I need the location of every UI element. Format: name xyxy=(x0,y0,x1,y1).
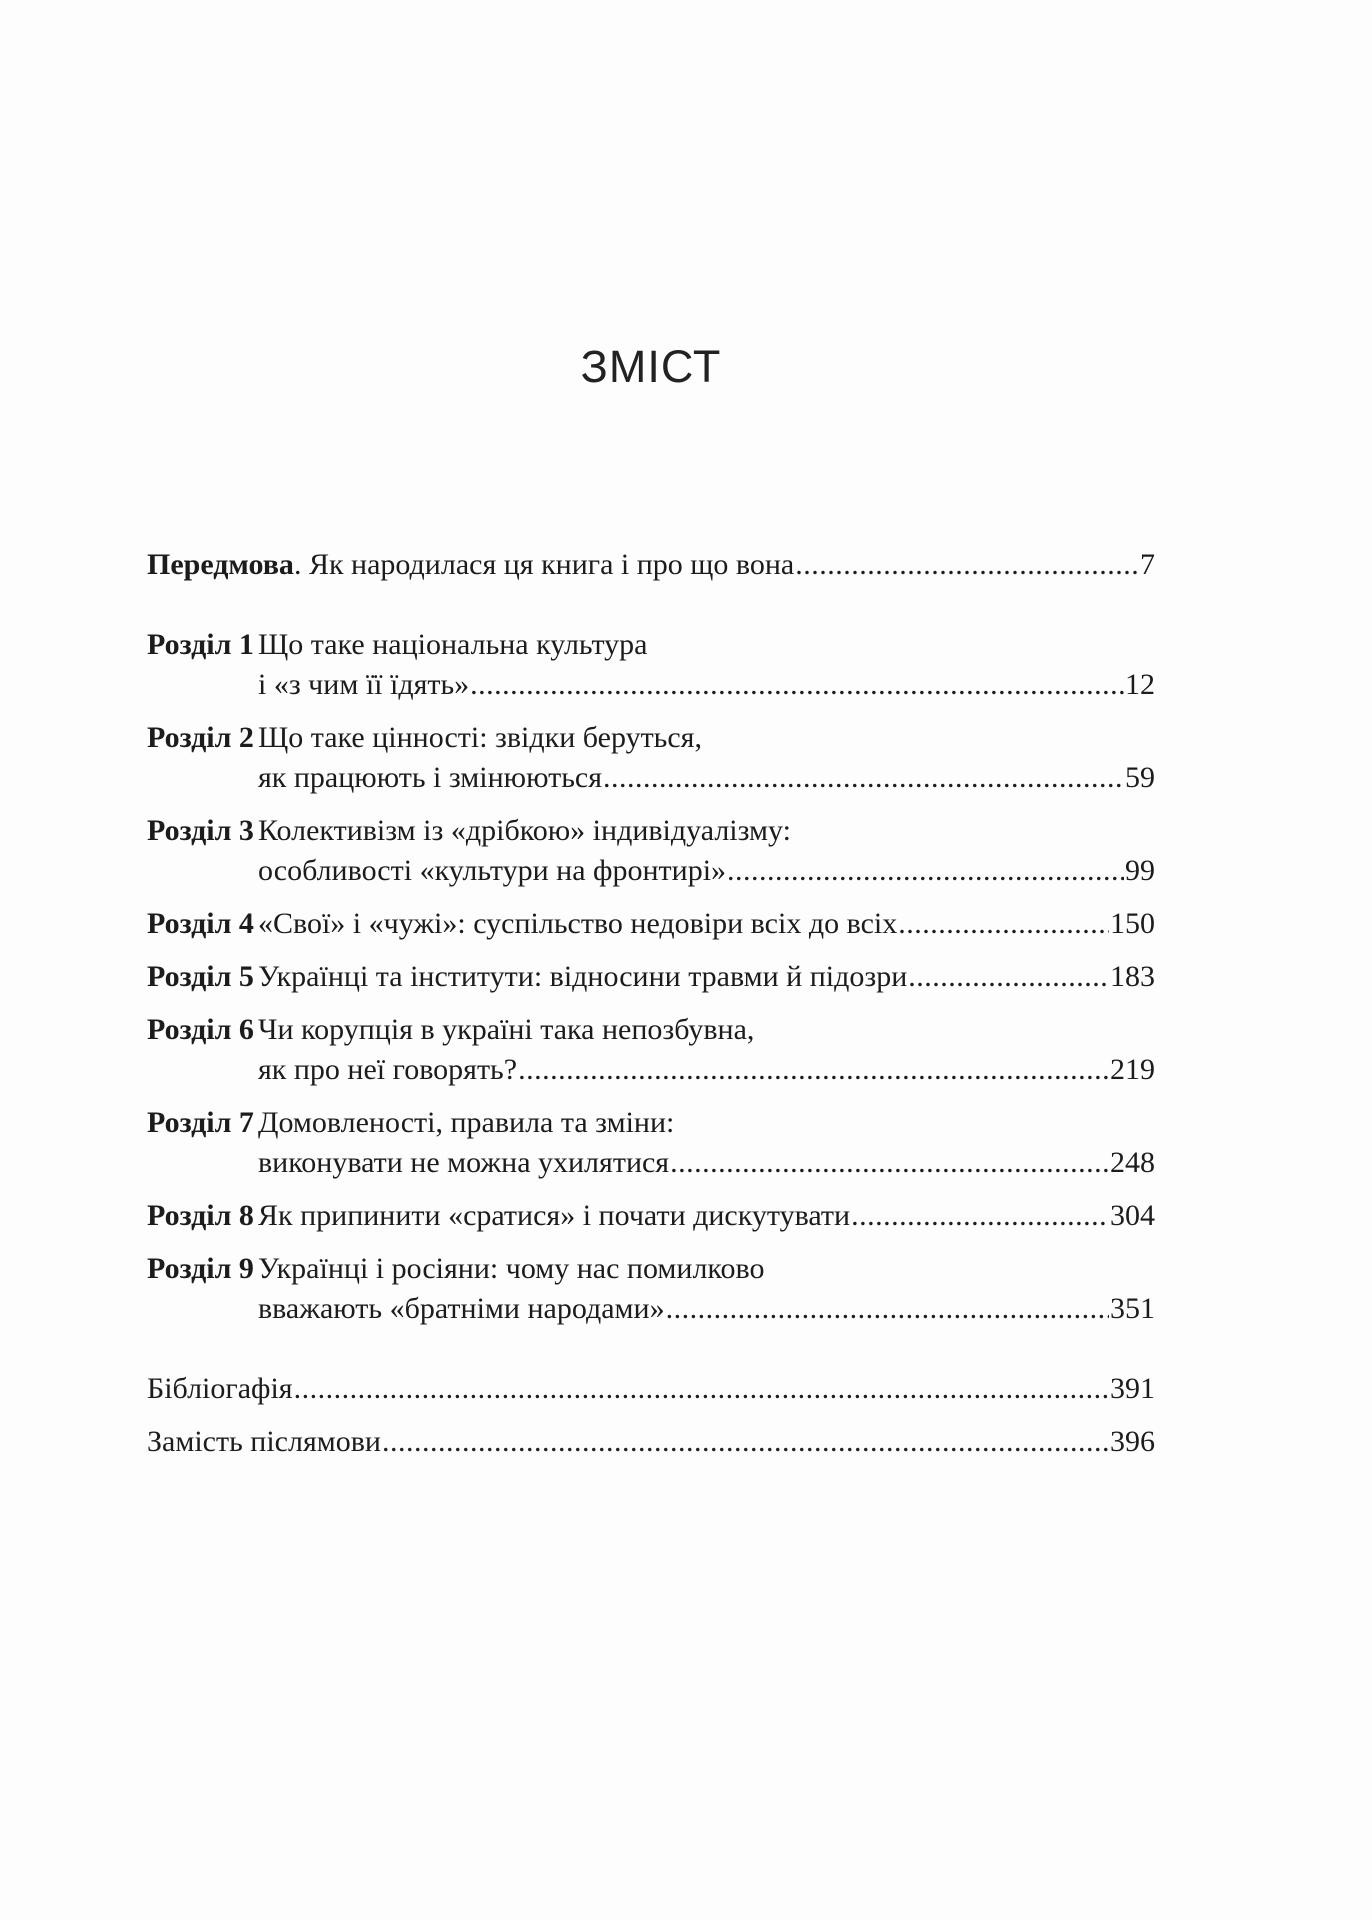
toc-row xyxy=(258,957,1155,997)
toc-row xyxy=(147,545,1155,585)
page-number: 304 xyxy=(1110,1199,1155,1232)
chapter-label: Розділ 3 xyxy=(147,814,254,847)
toc-row xyxy=(258,1050,1155,1090)
page-number: 12 xyxy=(1125,668,1155,701)
toc-entry-chapter-9 xyxy=(147,1249,1155,1329)
dot-leader xyxy=(294,1369,1109,1409)
chapter-title-line-1: Що таке національна культура xyxy=(258,628,648,661)
chapter-label: Розділ 2 xyxy=(147,721,254,754)
toc-entry-chapter-3 xyxy=(147,811,1155,891)
chapter-title-line-2: як працюють і змінюються xyxy=(258,761,602,794)
toc-entry-chapter-5 xyxy=(147,957,1155,997)
page-number: 219 xyxy=(1110,1053,1155,1086)
chapter-content xyxy=(258,1010,1155,1090)
page-number: 99 xyxy=(1125,854,1155,887)
chapter-label: Розділ 7 xyxy=(147,1106,254,1139)
chapter-title-line-1: Як припинити «сратися» і почати дискутувати xyxy=(258,1199,851,1232)
page-number: 7 xyxy=(1140,548,1155,581)
chapter-title-line-1: Українці і росіяни: чому нас помилково xyxy=(258,1252,765,1285)
toc-entry-chapter-4 xyxy=(147,904,1155,944)
chapter-label: Розділ 9 xyxy=(147,1252,254,1285)
chapter-title-line-1: Домовленості, правила та зміни: xyxy=(258,1106,675,1139)
chapter-title-line-1: «Свої» і «чужі»: суспільство недовіри всіх до всіх xyxy=(258,907,898,940)
page-title: ЗМІСТ xyxy=(580,341,722,392)
toc-row xyxy=(258,1143,1155,1183)
toc-row xyxy=(147,1369,1155,1409)
chapter-title-line-2: і «з чим її їдять» xyxy=(258,668,470,701)
toc-row xyxy=(147,1422,1155,1462)
dot-leader xyxy=(666,1289,1109,1329)
toc-row xyxy=(258,758,1155,798)
toc-entry-chapter-1 xyxy=(147,625,1155,705)
toc-entry-chapter-2 xyxy=(147,718,1155,798)
toc-row xyxy=(258,665,1155,705)
chapter-title-line-2: вважають «братніми народами» xyxy=(258,1292,665,1325)
page-number: 396 xyxy=(1110,1425,1155,1458)
dot-leader xyxy=(518,1050,1109,1090)
toc-entry-bibliography xyxy=(147,1369,1155,1409)
chapter-title-line-1: Колективізм із «дрібкою» індивідуалізму: xyxy=(258,814,791,847)
chapter-title-line-1: Українці та інститути: відносини травми й підозри xyxy=(258,960,908,993)
chapter-content xyxy=(258,718,1155,798)
toc-entry-chapter-6 xyxy=(147,1010,1155,1090)
chapter-title-line-2: як про неї говорять? xyxy=(258,1053,518,1086)
toc-entry-afterword xyxy=(147,1422,1155,1462)
toc-entry-chapter-8 xyxy=(147,1196,1155,1236)
chapter-title-line-1: Чи корупція в україні така непозбувна, xyxy=(258,1013,755,1046)
dot-leader xyxy=(727,851,1124,891)
page-number: 248 xyxy=(1110,1146,1155,1179)
dot-leader xyxy=(670,1143,1109,1183)
dot-leader xyxy=(851,1196,1109,1236)
chapter-label: Розділ 6 xyxy=(147,1013,254,1046)
dot-leader xyxy=(382,1422,1109,1462)
dot-leader xyxy=(603,758,1124,798)
chapter-content xyxy=(258,811,1155,891)
preface-text: . Як народилася ця книга і про що вона xyxy=(293,548,795,581)
page-number: 183 xyxy=(1110,960,1155,993)
page-number: 391 xyxy=(1110,1372,1155,1405)
toc-entry-preface xyxy=(147,545,1155,585)
page-number: 150 xyxy=(1110,907,1155,940)
chapter-label: Розділ 8 xyxy=(147,1199,254,1232)
chapter-title-line-2: виконувати не можна ухилятися xyxy=(258,1146,670,1179)
dot-leader xyxy=(908,957,1109,997)
table-of-contents xyxy=(147,545,1155,1462)
toc-row xyxy=(258,1289,1155,1329)
preface-title xyxy=(147,545,794,585)
toc-row xyxy=(258,1196,1155,1236)
page-number: 351 xyxy=(1110,1292,1155,1325)
chapter-content xyxy=(258,1249,1155,1329)
dot-leader xyxy=(898,904,1109,944)
chapter-content xyxy=(258,1196,1155,1236)
toc-entry-chapter-7 xyxy=(147,1103,1155,1183)
chapter-content xyxy=(258,904,1155,944)
chapter-content xyxy=(258,625,1155,705)
chapter-content xyxy=(258,957,1155,997)
dot-leader xyxy=(795,545,1139,585)
toc-row xyxy=(258,851,1155,891)
chapter-label: Розділ 1 xyxy=(147,628,254,661)
toc-row xyxy=(258,904,1155,944)
dot-leader xyxy=(470,665,1124,705)
chapter-content xyxy=(258,1103,1155,1183)
page-number: 59 xyxy=(1125,761,1155,794)
chapter-title-line-1: Що таке цінності: звідки беруться, xyxy=(258,721,702,754)
chapter-title-line-2: особливості «культури на фронтирі» xyxy=(258,854,727,887)
chapter-label: Розділ 4 xyxy=(147,907,254,940)
chapter-label: Розділ 5 xyxy=(147,960,254,993)
preface-label: Передмова xyxy=(147,548,294,581)
backmatter-title: Бібліогафія xyxy=(147,1372,293,1405)
backmatter-title: Замість післямови xyxy=(147,1425,381,1458)
